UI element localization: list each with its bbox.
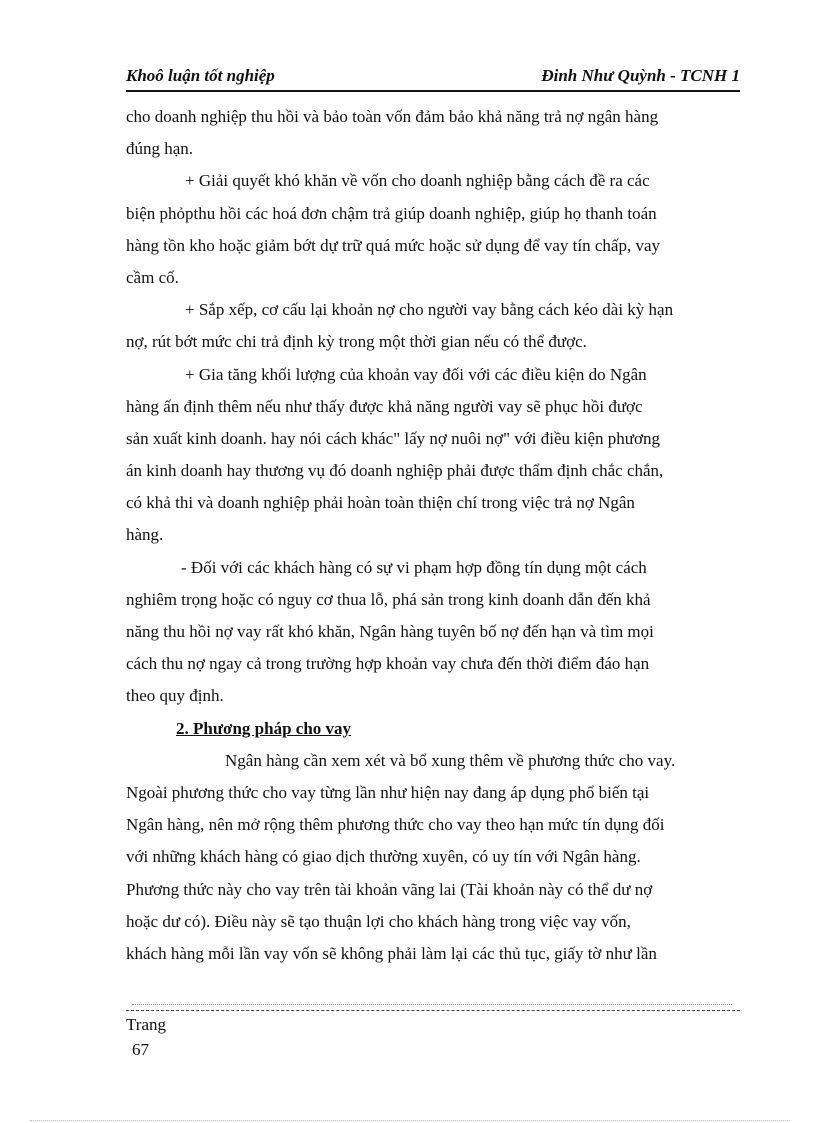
body-text-line: hàng. [126, 525, 164, 545]
body-text-line: khách hàng mỗi lần vay vốn sẽ không phải làm lại các thủ tục, giấy tờ như lần [126, 943, 657, 963]
page-bottom-edge [30, 1120, 790, 1121]
body-text-line: + Giải quyết khó khăn về vốn cho doanh nghiệp bằng cách đề ra các [185, 171, 650, 191]
body-text-line: hàng ấn định thêm nếu như thấy được khả năng người vay sẽ phục hồi được [126, 396, 643, 416]
body-text-line: án kinh doanh hay thương vụ đó doanh nghiệp phải được thẩm định chắc chắn, [126, 461, 664, 481]
body-text-line: cách thu nợ ngay cả trong trường hợp khoản vay chưa đến thời điểm đáo hạn [126, 654, 650, 674]
document-body [126, 101, 738, 970]
body-text-line: nợ, rút bớt mức chi trả định kỳ trong một thời gian nếu có thể được. [126, 332, 587, 352]
body-text-line: - Đối với các khách hàng có sự vi phạm hợp đồng tín dụng một cách [181, 557, 647, 577]
footer-page-label: Trang [126, 1015, 166, 1034]
footer-divider [126, 1010, 740, 1011]
body-text-line: biện phỏpthu hồi các hoá đơn chậm trả giúp doanh nghiệp, giúp họ thanh toán [126, 203, 657, 223]
body-text-line: theo quy định. [126, 686, 224, 706]
body-text-line: nghiêm trọng hoặc có nguy cơ thua lỗ, phá sản trong kinh doanh dẫn đến khả [126, 589, 651, 609]
header-document-title: Khoô luận tốt nghiệp [126, 66, 275, 85]
body-text-line: Ngân hàng, nên mở rộng thêm phương thức cho vay theo hạn mức tín dụng đối [126, 815, 665, 835]
footer-page-number: 67 [132, 1040, 149, 1059]
body-text-line: năng thu hồi nợ vay rất khó khăn, Ngân hàng tuyên bố nợ đến hạn và tìm mọi [126, 622, 654, 641]
body-text-line: Phương thức này cho vay trên tài khoản vãng lai (Tài khoản này có thể dư nợ [126, 879, 653, 899]
body-text-line: hàng tồn kho hoặc giảm bớt dự trữ quá mức hoặc sử dụng để vay tín chấp, vay [126, 235, 660, 255]
body-text-line: hoặc dư có). Điều này sẽ tạo thuận lợi cho khách hàng trong việc vay vốn, [126, 911, 631, 931]
body-text-line: Ngoài phương thức cho vay từng lần như hiện nay đang áp dụng phổ biến tại [126, 782, 650, 802]
header-author: Đinh Như Quỳnh - TCNH 1 [541, 66, 740, 85]
body-text-line: cho doanh nghiệp thu hồi và bảo toàn vốn đảm bảo khả năng trả nợ ngân hàng [126, 107, 659, 126]
body-text-line: đúng hạn. [126, 139, 194, 159]
header-divider [126, 90, 740, 92]
footer-dotted-divider [132, 1004, 732, 1005]
body-text-line: + Gia tăng khối lượng của khoản vay đối với các điều kiện do Ngân [185, 364, 647, 384]
page-header [126, 66, 740, 88]
body-text-line: Ngân hàng cần xem xét và bổ xung thêm về phương thức cho vay. [225, 750, 676, 770]
body-text-line: có khả thi và doanh nghiệp phải hoàn toàn thiện chí trong việc trả nợ Ngân [126, 493, 635, 513]
body-text-line: với những khách hàng có giao dịch thường xuyên, có uy tín với Ngân hàng. [126, 847, 641, 867]
body-text-line: sản xuất kinh doanh. hay nói cách khác" lấy nợ nuôi nợ" với điều kiện phương [126, 428, 660, 448]
body-text-line: cầm cố. [126, 267, 179, 287]
section-heading: 2. Phương pháp cho vay [176, 718, 352, 738]
body-text-line: + Sắp xếp, cơ cấu lại khoản nợ cho người vay bằng cách kéo dài kỳ hạn [185, 300, 674, 320]
